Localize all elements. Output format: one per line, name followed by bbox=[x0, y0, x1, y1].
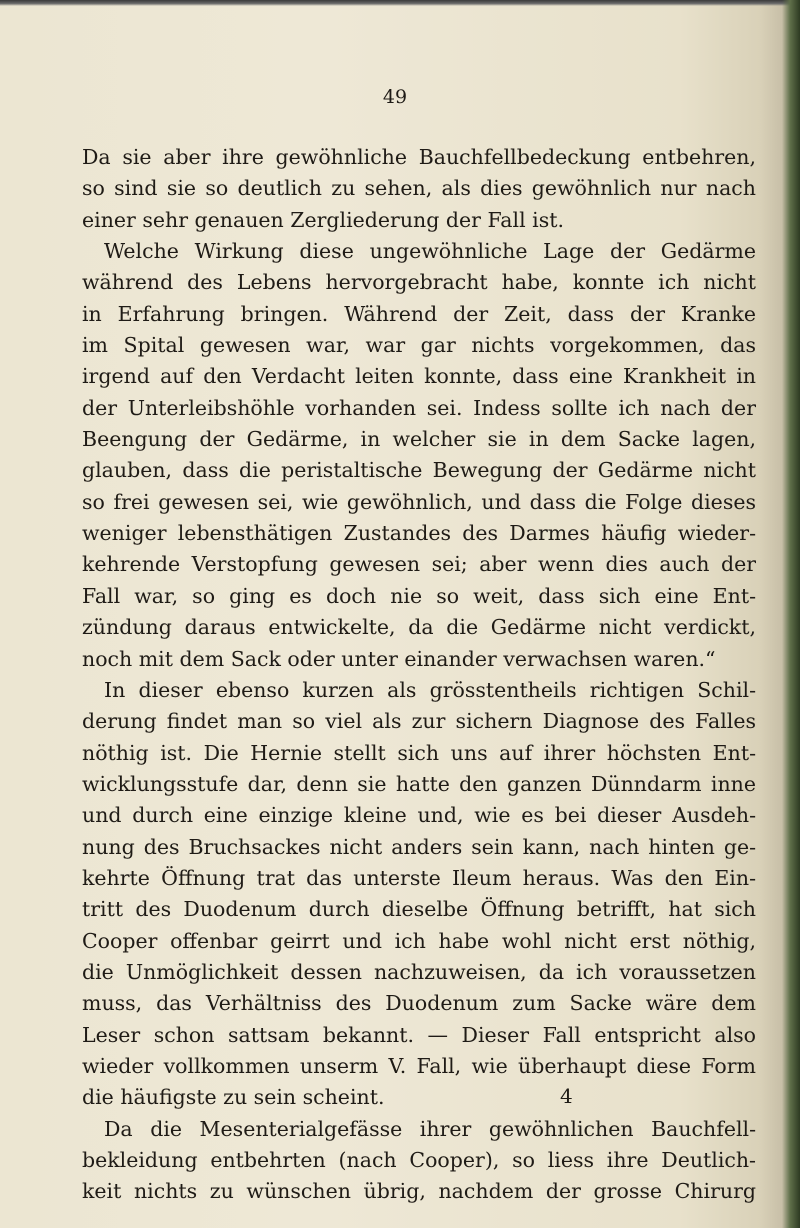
text-line: muss, das Verhältniss des Duodenum zum Sacke wäre dem bbox=[82, 991, 756, 1016]
text-line: Welche Wirkung diese ungewöhnliche Lage der Gedärme bbox=[104, 239, 756, 264]
text-line: zündung daraus entwickelte, da die Gedärme nicht verdickt, bbox=[82, 615, 756, 640]
text-line: glauben, dass die peristaltische Bewegung der Gedärme nicht bbox=[82, 458, 756, 483]
page-binding-edge bbox=[782, 0, 800, 1228]
text-line: keit nichts zu wünschen übrig, nachdem der grosse Chirurg bbox=[82, 1179, 756, 1204]
text-line: kehrende Verstopfung gewesen sei; aber wenn dies auch der bbox=[82, 552, 756, 577]
text-line: weniger lebensthätigen Zustandes des Darmes häufig wieder- bbox=[82, 521, 756, 546]
text-line: Leser schon sattsam bekannt. — Dieser Fall entspricht also bbox=[82, 1022, 756, 1047]
text-line: tritt des Duodenum durch dieselbe Öffnung betrifft, hat sich bbox=[82, 897, 756, 922]
text-line: nung des Bruchsackes nicht anders sein kann, nach hinten ge- bbox=[82, 834, 756, 859]
text-line: die Unmöglichkeit dessen nachzuweisen, da ich voraussetzen bbox=[82, 959, 756, 984]
text-line: so sind sie so deutlich zu sehen, als dies gewöhnlich nur nach bbox=[82, 176, 756, 201]
text-line: nöthig ist. Die Hernie stellt sich uns auf ihrer höchsten Ent- bbox=[82, 740, 756, 765]
signature-mark: 4 bbox=[560, 1084, 573, 1108]
text-line: wicklungsstufe dar, denn sie hatte den ganzen Dünndarm inne bbox=[82, 771, 756, 796]
page-top-edge bbox=[0, 0, 800, 6]
text-line: und durch eine einzige kleine und, wie es bei dieser Ausdeh- bbox=[82, 803, 756, 828]
text-line: Da sie aber ihre gewöhnliche Bauchfellbedeckung entbehren, bbox=[82, 145, 756, 169]
text-line: in Erfahrung bringen. Während der Zeit, dass der Kranke bbox=[82, 301, 756, 326]
text-line: während des Lebens hervorgebracht habe, konnte ich nicht bbox=[82, 270, 756, 295]
text-line: Beengung der Gedärme, in welcher sie in dem Sacke lagen, bbox=[82, 427, 756, 452]
text-line: Cooper offenbar geirrt und ich habe wohl nicht erst nöthig, bbox=[82, 928, 756, 953]
text-line: so frei gewesen sei, wie gewöhnlich, und dass die Folge dieses bbox=[82, 489, 756, 514]
body-text bbox=[82, 142, 756, 1208]
text-line: Da die Mesenterialgefässe ihrer gewöhnlichen Bauchfell- bbox=[104, 1116, 756, 1141]
text-line: Fall war, so ging es doch nie so weit, dass sich eine Ent- bbox=[82, 583, 756, 608]
text-line: derung findet man so viel als zur sichern Diagnose des Falles bbox=[82, 709, 756, 734]
text-line: bekleidung entbehrten (nach Cooper), so liess ihre Deutlich- bbox=[82, 1148, 756, 1172]
page-number: 49 bbox=[382, 86, 408, 108]
text-line: die häufigste zu sein scheint. bbox=[82, 1085, 385, 1110]
text-line: In dieser ebenso kurzen als grösstentheils richtigen Schil- bbox=[104, 677, 756, 702]
text-line: kehrte Öffnung trat das unterste Ileum heraus. Was den Ein- bbox=[82, 865, 756, 890]
text-line: einer sehr genauen Zergliederung der Fall ist. bbox=[82, 207, 564, 232]
text-line: der Unterleibshöhle vorhanden sei. Indess sollte ich nach der bbox=[82, 395, 756, 420]
text-line: im Spital gewesen war, war gar nichts vorgekommen, das bbox=[82, 333, 756, 358]
text-line: noch mit dem Sack oder unter einander verwachsen waren.“ bbox=[82, 646, 716, 671]
text-line: irgend auf den Verdacht leiten konnte, dass eine Krankheit in bbox=[82, 364, 756, 389]
text-line: wieder vollkommen unserm V. Fall, wie überhaupt diese Form bbox=[82, 1053, 756, 1078]
